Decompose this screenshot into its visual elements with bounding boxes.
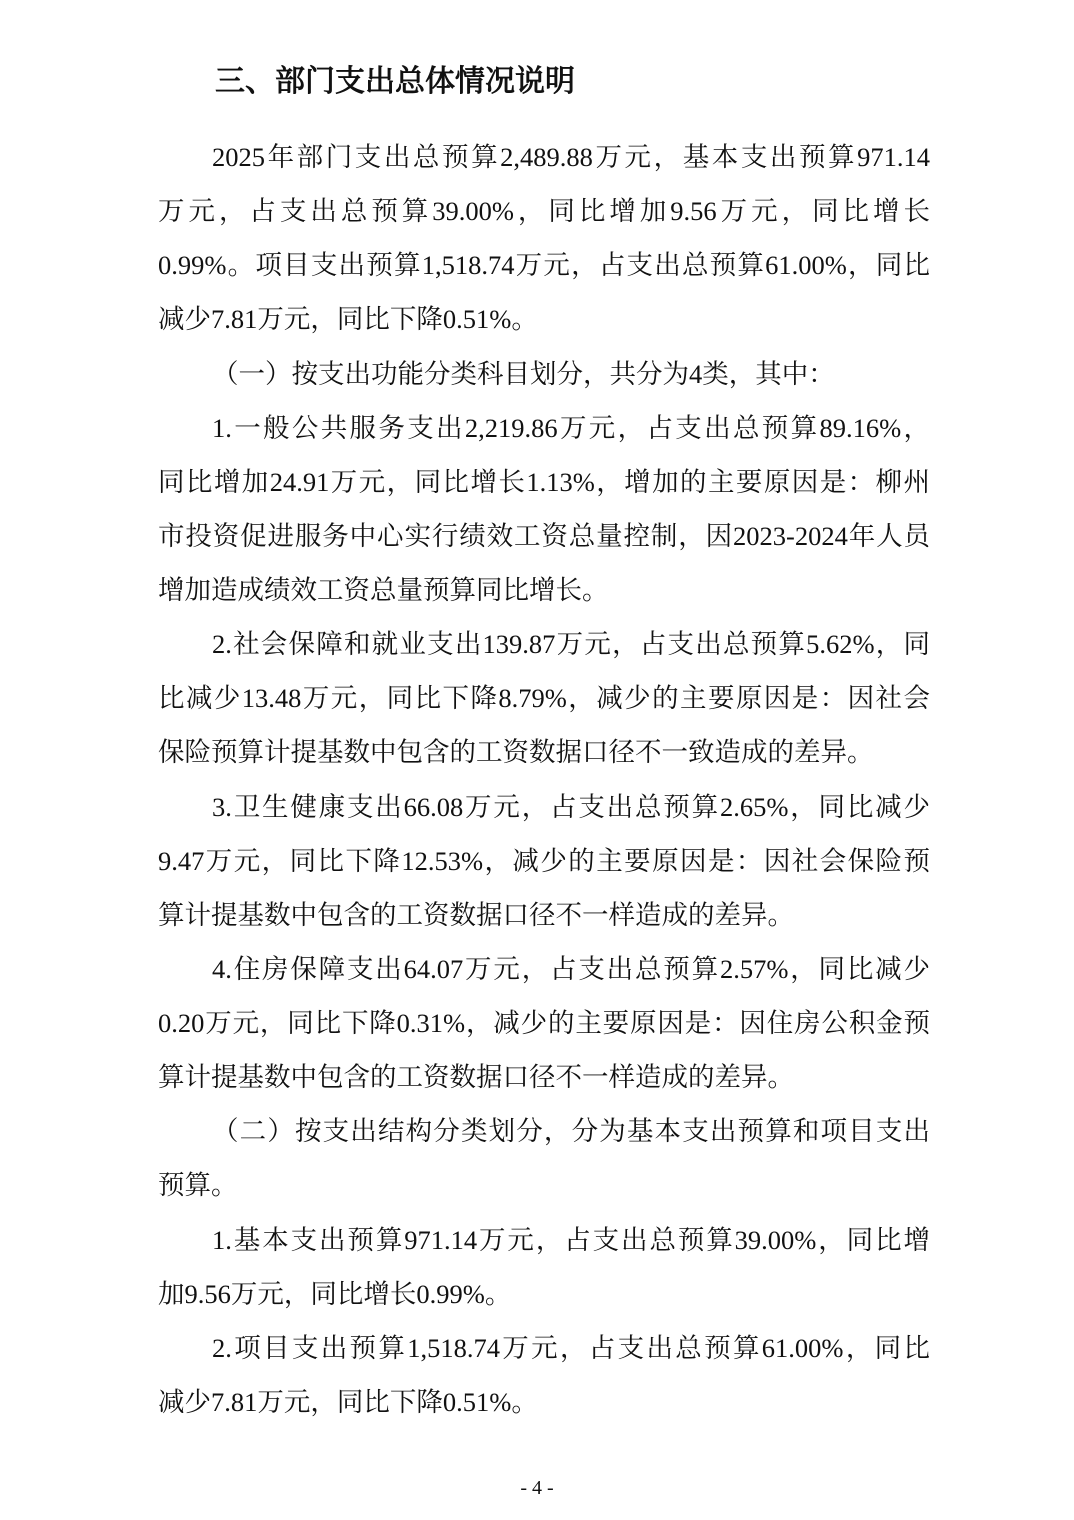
- paragraph-line: （一）按支出功能分类科目划分，共分为4类，其中：: [212, 358, 835, 389]
- paragraph-line: 2.项目支出预算1,518.74万元，占支出总预算61.00%，同比: [212, 1332, 930, 1363]
- paragraph-line: 0.99%。项目支出预算1,518.74万元，占支出总预算61.00%，同比: [158, 250, 930, 281]
- paragraph-line: 比减少13.48万元，同比下降8.79%，减少的主要原因是：因社会: [158, 683, 930, 714]
- paragraph-item-basic-expenditure: [158, 1213, 930, 1321]
- section-heading: 三、部门支出总体情况说明: [215, 64, 575, 99]
- document-body: [158, 130, 930, 1429]
- paragraph-item-housing: [158, 942, 930, 1104]
- paragraph-item-social-security: [158, 617, 930, 779]
- paragraph-line: 2.社会保障和就业支出139.87万元，占支出总预算5.62%，同: [212, 629, 930, 660]
- paragraph-line: 9.47万元，同比下降12.53%，减少的主要原因是：因社会保险预: [158, 845, 930, 876]
- page-number: - 4 -: [520, 1477, 554, 1499]
- paragraph-item-health: [158, 780, 930, 942]
- paragraph-line: 算计提基数中包含的工资数据口径不一样造成的差异。: [158, 1062, 794, 1093]
- paragraph-line: 4.住房保障支出64.07万元，占支出总预算2.57%，同比减少: [212, 953, 930, 984]
- paragraph-overview: [158, 130, 930, 347]
- paragraph-line: 保险预算计提基数中包含的工资数据口径不一致造成的差异。: [158, 737, 874, 768]
- paragraph-line: 1.一般公共服务支出2,219.86万元，占支出总预算89.16%，: [212, 412, 930, 443]
- paragraph-item-project-expenditure: [158, 1321, 930, 1429]
- paragraph-line: 算计提基数中包含的工资数据口径不一样造成的差异。: [158, 899, 794, 930]
- paragraph-line: 减少7.81万元，同比下降0.51%。: [158, 304, 538, 335]
- paragraph-line: 2025年部门支出总预算2,489.88万元，基本支出预算971.14: [212, 142, 930, 172]
- paragraph-line: 1.基本支出预算971.14万元，占支出总预算39.00%，同比增: [212, 1224, 930, 1255]
- paragraph-subheading-functional: [158, 347, 930, 401]
- paragraph-line: 增加造成绩效工资总量预算同比增长。: [158, 575, 609, 605]
- paragraph-line: 预算。: [158, 1170, 238, 1201]
- paragraph-line: 加9.56万元，同比增长0.99%。: [158, 1278, 512, 1309]
- paragraph-line: （二）按支出结构分类划分，分为基本支出预算和项目支出: [212, 1116, 930, 1147]
- paragraph-line: 同比增加24.91万元，同比增长1.13%，增加的主要原因是：柳州: [158, 466, 930, 497]
- paragraph-line: 万元，占支出总预算39.00%，同比增加9.56万元，同比增长: [158, 196, 930, 227]
- paragraph-line: 市投资促进服务中心实行绩效工资总量控制，因2023-2024年人员: [158, 520, 930, 551]
- paragraph-line: 减少7.81万元，同比下降0.51%。: [158, 1386, 538, 1417]
- paragraph-line: 3.卫生健康支出66.08万元，占支出总预算2.65%，同比减少: [212, 791, 930, 822]
- paragraph-subheading-structure: [158, 1104, 930, 1212]
- paragraph-item-public-services: [158, 401, 930, 618]
- paragraph-line: 0.20万元，同比下降0.31%，减少的主要原因是：因住房公积金预: [158, 1008, 930, 1038]
